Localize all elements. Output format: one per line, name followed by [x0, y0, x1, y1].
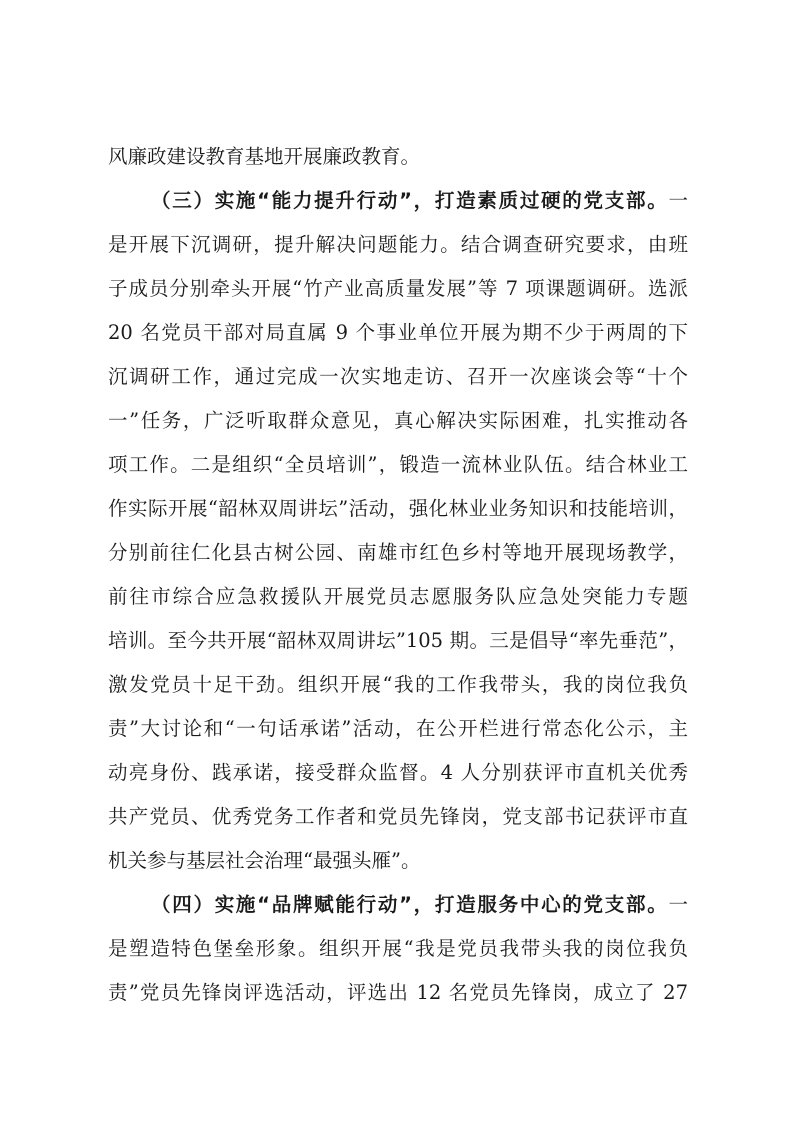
text-line: 沉调研工作，通过完成一次实地走访、召开一次座谈会等“十个: [108, 365, 688, 388]
text-line: 培训。至今共开展“韶林双周讲坛”105 期。三是倡导“率先垂范”，: [108, 629, 688, 652]
text-line: 共产党员、优秀党务工作者和党员先锋岗，党支部书记获评市直: [108, 805, 688, 828]
section-4-heading-tail: 一: [668, 893, 688, 916]
text-line: 动亮身份、践承诺，接受群众监督。4 人分别获评市直机关优秀: [108, 761, 688, 784]
text-line: 是塑造特色堡垒形象。组织开展“我是党员我带头我的岗位我负: [108, 937, 688, 960]
text-line: 一”任务，广泛听取群众意见，真心解决实际困难，扎实推动各: [108, 409, 688, 432]
section-4-heading-line: [151, 888, 688, 922]
text-line: 项工作。二是组织“全员培训”，锻造一流林业队伍。结合林业工: [108, 453, 688, 476]
text-line: 20 名党员干部对局直属 9 个事业单位开展为期不少于两周的下: [108, 321, 688, 344]
section-4-heading: （四）实施“品牌赋能行动”，打造服务中心的党支部。: [151, 893, 669, 916]
text-line: 是开展下沉调研，提升解决问题能力。结合调查研究要求，由班: [108, 233, 688, 256]
text-line: 责”党员先锋岗评选活动，评选出 12 名党员先锋岗，成立了 27: [108, 981, 688, 1004]
text-line: 分别前往仁化县古树公园、南雄市红色乡村等地开展现场教学，: [108, 541, 688, 564]
text-line: 风廉政建设教育基地开展廉政教育。: [108, 145, 421, 168]
text-line: 责”大讨论和“一句话承诺”活动，在公开栏进行常态化公示，主: [108, 717, 688, 740]
section-3-heading-line: [151, 184, 688, 218]
section-3-heading-tail: 一: [668, 189, 688, 212]
text-line: 机关参与基层社会治理“最强头雁”。: [108, 849, 421, 872]
text-line: 子成员分别牵头开展“竹产业高质量发展”等 7 项课题调研。选派: [108, 277, 688, 300]
text-line: 前往市综合应急救援队开展党员志愿服务队应急处突能力专题: [108, 585, 688, 608]
text-line: 作实际开展“韶林双周讲坛”活动，强化林业业务知识和技能培训，: [108, 497, 688, 520]
section-3-heading: （三）实施“能力提升行动”，打造素质过硬的党支部。: [151, 189, 669, 212]
text-line: 激发党员十足干劲。组织开展“我的工作我带头，我的岗位我负: [108, 673, 688, 696]
